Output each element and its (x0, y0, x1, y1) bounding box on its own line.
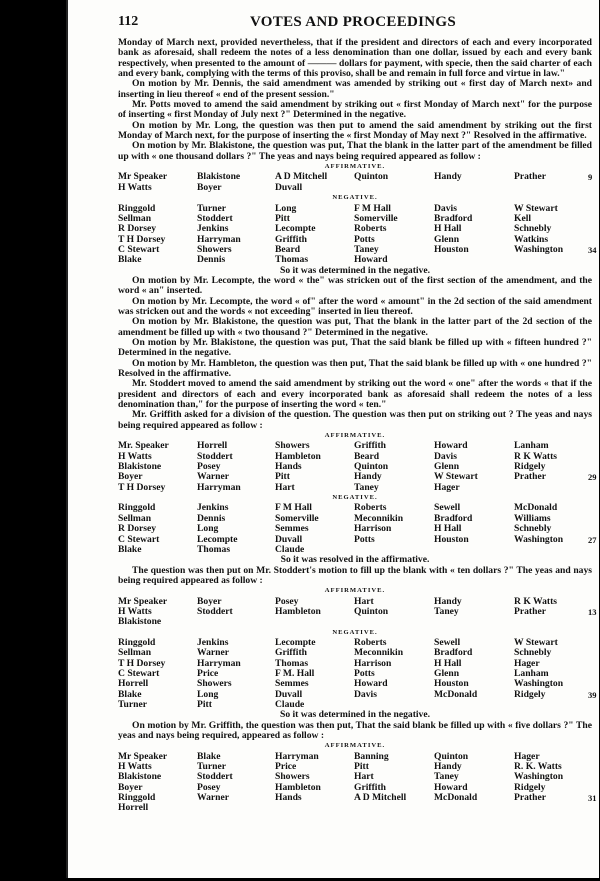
member-name: Harryman (197, 657, 241, 669)
member-name: Pitt (354, 761, 369, 773)
member-name: Handy (434, 761, 462, 773)
member-name: Prather (514, 792, 546, 804)
vote-section-label: NEGATIVE. (332, 494, 378, 502)
paragraph: Mr. Stoddert moved to amend the said amendment by striking out the word « one" after the words « that if the president and directors of each and every incorporated bank as aforesaid shall redeem the notes of a less denomination than," for the purpose of inserting the word « ten." (118, 378, 592, 411)
member-name: T H Dorsey (118, 233, 166, 245)
member-name: Taney (434, 771, 459, 783)
paragraph: On motion by Mr. Blakistone, the question was put, That the blank in the latter part of the 2d section of the amendment be filled up with « two thousand ?" Determined in the negative. (118, 316, 592, 338)
paragraph: On motion by Mr. Hambleton, the question was then put, That the said blank be filled up with « one hundred ?" Resolved in the affirmative. (118, 357, 592, 379)
member-name: Lanham (514, 667, 549, 679)
member-name: Duvall (275, 533, 303, 545)
member-name: W Stewart (434, 471, 478, 483)
member-name: Handy (434, 171, 462, 183)
member-name: T H Dorsey (118, 481, 166, 493)
member-name: Harryman (197, 233, 241, 245)
vote-result: So it was determined in the negative. (279, 709, 431, 721)
vote-row (118, 483, 592, 493)
member-name: Somerville (275, 512, 319, 524)
member-name: Lanham (514, 440, 549, 452)
vote-table (118, 202, 597, 266)
member-name: A D Mitchell (275, 171, 328, 183)
vote-row (118, 524, 592, 534)
running-head: VOTES AND PROCEEDINGS (249, 14, 457, 30)
member-name: Glenn (434, 461, 460, 473)
member-name: Hager (434, 481, 460, 493)
member-name: H Watts (118, 450, 152, 462)
page-number: 112 (118, 14, 139, 29)
vote-result: So it was resolved in the affirmative. (280, 554, 430, 566)
member-name: Hands (275, 792, 302, 804)
member-name: Dennis (197, 512, 226, 524)
member-name: Roberts (354, 636, 387, 648)
member-name: Showers (275, 440, 310, 452)
member-name: Sellman (118, 647, 152, 659)
member-name: Dennis (197, 254, 226, 266)
member-name: Showers (275, 771, 310, 783)
member-name: Hart (354, 771, 374, 783)
vote-row (118, 792, 597, 804)
member-name: Potts (354, 233, 375, 245)
member-name: Ridgely (514, 688, 546, 700)
vote-row (118, 224, 592, 234)
member-name: Roberts (354, 502, 387, 514)
vote-row (118, 183, 592, 193)
member-name: Pitt (197, 699, 212, 710)
vote-row (118, 255, 592, 265)
member-name: Sewell (434, 502, 461, 514)
member-name: Sewell (434, 636, 461, 648)
member-name: Bradford (434, 647, 473, 659)
member-name: Hambleton (275, 605, 321, 617)
member-name: Howard (434, 440, 468, 452)
member-name: Blakistone (118, 616, 162, 628)
member-name: Hager (514, 750, 540, 762)
vote-section-label: AFFIRMATIVE. (324, 742, 386, 750)
vote-section-label: NEGATIVE. (332, 628, 378, 636)
member-name: H Watts (118, 605, 152, 617)
member-name: Lecompte (275, 223, 316, 235)
member-name: Ridgely (514, 781, 546, 793)
member-name: R. K. Watts (514, 761, 562, 773)
member-name: Somerville (354, 212, 398, 224)
member-name: Hart (354, 595, 374, 607)
member-name: Meconnikin (354, 647, 404, 659)
vote-count: 34 (588, 244, 597, 255)
member-name: Banning (354, 750, 389, 762)
member-name: H Hall (434, 523, 462, 535)
page-body (118, 37, 597, 814)
member-name: Davis (434, 202, 457, 214)
member-name: Blake (197, 750, 221, 762)
member-name: Beard (354, 450, 380, 462)
member-name: Houston (434, 678, 469, 690)
member-name: Long (275, 202, 297, 214)
member-name: Blake (118, 688, 142, 700)
vote-section-label: AFFIRMATIVE. (324, 432, 386, 440)
member-name: Pitt (275, 212, 290, 224)
member-name: McDonald (434, 792, 478, 804)
member-name: Bradford (434, 212, 473, 224)
member-name: Blakistone (118, 461, 162, 473)
member-name: Ridgely (514, 461, 546, 473)
vote-row (118, 617, 592, 627)
member-name: Posey (197, 461, 221, 473)
member-name: Ringgold (118, 792, 156, 804)
member-name: Williams (514, 512, 551, 524)
member-name: F M. Hall (275, 667, 315, 679)
member-name: Washington (514, 533, 564, 545)
member-name: Long (197, 523, 219, 535)
document-page (66, 0, 599, 878)
member-name: Long (197, 688, 219, 700)
member-name: Warner (197, 471, 229, 483)
paragraph: On motion by Mr. Long, the question was then put to amend the said amendment by striking out the first Monday of March next, for the purpose of inserting the « first Monday of May next ?" Resolved in the affirmative. (118, 119, 592, 142)
member-name: Ringgold (118, 202, 156, 214)
member-name: Blake (118, 254, 142, 266)
member-name: Blakistone (197, 171, 241, 183)
member-name: Roberts (354, 223, 387, 235)
member-name: McDonald (514, 502, 558, 514)
member-name: Boyer (197, 181, 222, 193)
vote-count: 31 (588, 793, 597, 804)
member-name: Washington (514, 243, 564, 255)
member-name: Mr Speaker (118, 750, 168, 762)
member-name: Boyer (118, 781, 143, 793)
paragraph: On motion by Mr. Griffith, the question was then put, That the said blank be filled up with « five dollars ?" The yeas and nays being required, appeared as follow : (118, 719, 592, 742)
vote-row (118, 172, 592, 182)
member-name: Quinton (354, 171, 389, 183)
member-name: Quinton (354, 461, 389, 473)
member-name: W Stewart (514, 636, 558, 648)
member-name: Sellman (118, 212, 152, 224)
member-name: Ringgold (118, 502, 156, 514)
member-name: Hager (514, 657, 540, 669)
member-name: Horrell (197, 440, 228, 452)
member-name: Horrell (118, 802, 149, 814)
member-name: Glenn (434, 667, 460, 679)
member-name: Howard (354, 678, 388, 690)
member-name: Handy (434, 595, 462, 607)
member-name: Turner (118, 699, 147, 710)
member-name: Showers (197, 678, 232, 690)
member-name: Price (197, 667, 219, 679)
member-name: Glenn (434, 233, 460, 245)
member-name: Duvall (275, 688, 303, 700)
paragraph: Monday of March next, provided nevertheless, that if the president and directors of each and every incorporated bank as aforesaid, shall redeem the notes of a less denomination than one dollar, issued by each and every bank respectively, when presented to the amount of ——— dollars for payment, with specie, then the said charter of each and every bank, complying with the terms of this proviso, shall be and remain in full force and virtue in law." (118, 37, 592, 80)
member-name: Semmes (275, 678, 309, 690)
member-name: H Watts (118, 761, 152, 773)
paragraph: On motion by Mr. Lecompte, the word « the" was stricken out of the first section of the amendment, and the word « an" inserted. (118, 274, 592, 297)
vote-count: 39 (588, 689, 597, 700)
member-name: Howard (434, 781, 468, 793)
member-name: Griffith (354, 781, 386, 793)
member-name: Meconnikin (354, 512, 404, 524)
member-name: Prather (514, 605, 546, 617)
paragraph: The question was then put on Mr. Stoddert's motion to fill up the blank with « ten dollars ?" The yeas and nays being required appeared as follow : (118, 564, 592, 586)
member-name: R Dorsey (118, 523, 157, 535)
member-name: H Hall (434, 657, 462, 669)
member-name: Griffith (275, 647, 307, 659)
member-name: Stoddert (197, 771, 233, 783)
member-name: Harryman (197, 481, 241, 493)
member-name: W Stewart (514, 202, 558, 214)
member-name: Warner (197, 792, 229, 804)
member-name: Watkins (514, 233, 549, 245)
member-name: Claude (275, 543, 305, 555)
member-name: Prather (514, 471, 546, 483)
member-name: Stoddert (197, 212, 233, 224)
vote-table (118, 172, 592, 193)
member-name: Showers (197, 243, 232, 255)
member-name: Bradford (434, 512, 473, 524)
member-name: Mr Speaker (118, 595, 168, 607)
member-name: Griffith (275, 233, 307, 245)
member-name: Stoddert (197, 605, 233, 617)
member-name: Horrell (118, 678, 149, 690)
member-name: Hart (275, 481, 295, 493)
member-name: H Watts (118, 181, 152, 193)
member-name: Taney (354, 481, 379, 493)
member-name: Schnebly (514, 647, 552, 659)
member-name: Davis (434, 450, 457, 462)
member-name: Turner (197, 761, 226, 773)
member-name: Sellman (118, 512, 152, 524)
member-name: Thomas (197, 543, 231, 555)
vote-row (118, 803, 592, 813)
vote-table (118, 636, 597, 710)
member-name: Houston (434, 533, 469, 545)
member-name: Potts (354, 533, 375, 545)
member-name: Lecompte (197, 533, 238, 545)
member-name: R Dorsey (118, 223, 157, 235)
member-name: Quinton (354, 605, 389, 617)
member-name: Jenkins (197, 636, 229, 648)
member-name: McDonald (434, 688, 478, 700)
member-name: Jenkins (197, 223, 229, 235)
member-name: C Stewart (118, 533, 160, 545)
member-name: R K Watts (514, 450, 557, 462)
member-name: T H Dorsey (118, 657, 166, 669)
paragraph: On motion by Mr. Blakistone, the question was put, That the said blank be filled up with « fifteen hundred ?" Determined in the negative. (118, 336, 592, 359)
member-name: Thomas (275, 254, 309, 266)
paragraph: Mr. Griffith asked for a division of the question. The question was then put on striking out ? The yeas and nays being required appeared as follow : (118, 409, 592, 431)
member-name: F M Hall (354, 202, 391, 214)
vote-count: 29 (588, 472, 597, 483)
member-name: Hambleton (275, 781, 321, 793)
member-name: Semmes (275, 523, 309, 535)
vote-row (118, 688, 597, 700)
member-name: Turner (197, 202, 226, 214)
member-name: Prather (514, 171, 546, 183)
member-name: Beard (275, 243, 301, 255)
vote-count: 13 (588, 606, 597, 617)
member-name: Mr Speaker (118, 171, 168, 183)
member-name: Washington (514, 771, 564, 783)
member-name: Quinton (434, 750, 469, 762)
member-name: Hambleton (275, 450, 321, 462)
member-name: Taney (354, 243, 379, 255)
member-name: Handy (354, 471, 382, 483)
member-name: C Stewart (118, 667, 160, 679)
member-name: Blakistone (118, 771, 162, 783)
member-name: Harrison (354, 657, 392, 669)
paragraph: On motion by Mr. Dennis, the said amendment was amended by striking out « first day of March next» and inserting in lieu thereof « end of the present session." (118, 78, 592, 100)
member-name: Jenkins (197, 502, 229, 514)
member-name: Mr. Speaker (118, 440, 169, 452)
member-name: Schnebly (514, 523, 552, 535)
member-name: Davis (354, 688, 377, 700)
vote-table (118, 440, 597, 493)
member-name: Howard (354, 254, 388, 266)
vote-row (118, 533, 597, 545)
member-name: Potts (354, 667, 375, 679)
vote-count: 9 (588, 172, 593, 183)
member-name: Posey (197, 781, 221, 793)
vote-table (118, 502, 597, 555)
page-header (118, 14, 588, 32)
member-name: Stoddert (197, 450, 233, 462)
member-name: Pitt (275, 471, 290, 483)
paragraph: On motion by Mr. Blakistone, the question was put, That the blank in the latter part of the amendment be filled up with « one thousand dollars ?" The yeas and nays being required appeared as follow : (118, 140, 592, 162)
member-name: Thomas (275, 657, 309, 669)
member-name: Blake (118, 543, 142, 555)
member-name: Harrison (354, 523, 392, 535)
vote-count: 27 (588, 534, 597, 545)
member-name: Ringgold (118, 636, 156, 648)
member-name: Hands (275, 461, 302, 473)
member-name: Boyer (118, 471, 143, 483)
vote-result: So it was determined in the negative. (279, 264, 431, 276)
vote-table (118, 595, 597, 628)
member-name: Lecompte (275, 636, 316, 648)
paragraph: On motion by Mr. Lecompte, the word « of" after the word « amount" in the 2d section of the said amendment was stricken out and the words « not exceeding" inserted in lieu thereof. (118, 295, 592, 317)
member-name: Harryman (275, 750, 319, 762)
vote-row (118, 545, 592, 555)
member-name: Schnebly (514, 223, 552, 235)
vote-table (118, 750, 597, 814)
vote-section-label: AFFIRMATIVE. (324, 163, 386, 171)
vote-row (118, 605, 597, 617)
member-name: Price (275, 761, 297, 773)
vote-section-label: NEGATIVE. (332, 194, 378, 202)
member-name: F M Hall (275, 502, 312, 514)
member-name: A D Mitchell (354, 792, 407, 804)
member-name: Griffith (354, 440, 386, 452)
member-name: Warner (197, 647, 229, 659)
vote-section-label: AFFIRMATIVE. (324, 587, 386, 595)
member-name: C Stewart (118, 243, 160, 255)
member-name: Washington (514, 678, 564, 690)
member-name: R K Watts (514, 595, 557, 607)
member-name: Boyer (197, 595, 222, 607)
member-name: H Hall (434, 223, 462, 235)
member-name: Posey (275, 595, 299, 607)
member-name: Houston (434, 243, 469, 255)
vote-row (118, 700, 592, 710)
member-name: Duvall (275, 181, 303, 193)
member-name: Claude (275, 699, 305, 710)
paragraph: Mr. Potts moved to amend the said amendment by striking out « first Monday of March next" for the purpose of inserting « first Monday of July next ?" Determined in the negative. (118, 99, 592, 121)
member-name: Taney (434, 605, 459, 617)
member-name: Kell (514, 212, 532, 224)
